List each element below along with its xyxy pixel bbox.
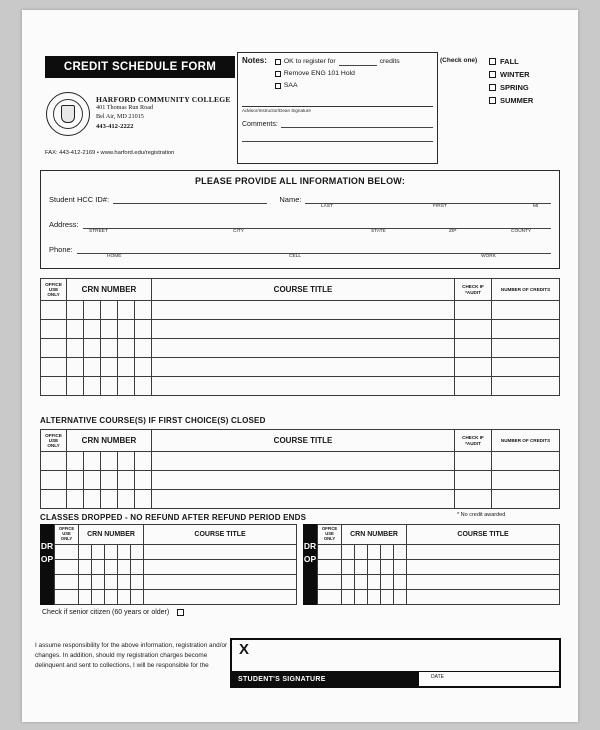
empty-cell[interactable] (67, 339, 84, 358)
note-item-saa (275, 80, 400, 92)
table-row (41, 377, 560, 396)
empty-cell[interactable] (355, 545, 368, 560)
empty-cell[interactable] (144, 560, 297, 575)
drop-table (317, 524, 560, 605)
empty-cell[interactable] (79, 575, 92, 590)
sublabel-cell: CELL (289, 254, 301, 259)
empty-cell[interactable] (118, 590, 131, 605)
info-box (40, 170, 560, 269)
empty-cell[interactable] (79, 590, 92, 605)
credits-blank-field[interactable] (339, 59, 377, 66)
winter-checkbox[interactable] (489, 71, 496, 78)
empty-cell[interactable] (101, 301, 118, 320)
empty-cell[interactable] (135, 377, 152, 396)
note-item-label: OK to register for (283, 58, 336, 65)
empty-cell[interactable] (105, 545, 118, 560)
empty-cell[interactable] (118, 452, 135, 471)
course-title-header: COURSE TITLE (144, 525, 297, 545)
remove-eng101-checkbox[interactable] (275, 71, 281, 77)
sublabel-first: FIRST (433, 204, 447, 209)
sublabel-work: WORK (481, 254, 496, 259)
empty-cell[interactable] (118, 575, 131, 590)
empty-cell[interactable] (492, 358, 560, 377)
empty-cell[interactable] (101, 358, 118, 377)
empty-cell[interactable] (84, 320, 101, 339)
empty-cell[interactable] (101, 452, 118, 471)
sublabel-street: STREET (89, 229, 108, 234)
sublabel-last: LAST (321, 204, 333, 209)
empty-cell[interactable] (105, 560, 118, 575)
empty-cell[interactable] (394, 575, 407, 590)
form-title: CREDIT SCHEDULE FORM (45, 56, 235, 78)
empty-cell[interactable] (55, 590, 79, 605)
empty-cell[interactable] (368, 560, 381, 575)
empty-cell[interactable] (67, 301, 84, 320)
comments-label: Comments: (242, 121, 278, 128)
course-table-header-row (41, 279, 560, 301)
empty-cell[interactable] (118, 301, 135, 320)
empty-cell[interactable] (41, 471, 67, 490)
table-row (318, 545, 560, 560)
table-row (55, 545, 297, 560)
senior-citizen-checkbox[interactable] (177, 609, 184, 616)
office-use-header: OFFICE USE ONLY (55, 525, 79, 545)
term-option-summer (489, 94, 533, 107)
empty-cell[interactable] (41, 339, 67, 358)
empty-cell[interactable] (118, 560, 131, 575)
comments-field[interactable] (281, 120, 433, 128)
empty-cell[interactable] (342, 560, 355, 575)
student-id-field[interactable] (113, 195, 267, 204)
term-option-fall (489, 55, 533, 68)
empty-cell[interactable] (407, 590, 560, 605)
student-signature-field[interactable] (258, 644, 555, 670)
empty-cell[interactable] (492, 301, 560, 320)
empty-cell[interactable] (92, 575, 105, 590)
address-field[interactable] (83, 220, 551, 229)
table-row (41, 358, 560, 377)
college-fax-web: FAX: 443-412-2169 • www.harford.edu/registration (45, 150, 175, 156)
empty-cell[interactable] (144, 545, 297, 560)
empty-cell[interactable] (381, 590, 394, 605)
name-field[interactable] (305, 195, 551, 204)
course-table-alternative (40, 429, 560, 509)
empty-cell[interactable] (455, 377, 492, 396)
empty-cell[interactable] (152, 320, 455, 339)
term-options (489, 55, 533, 107)
course-table-header-row (41, 430, 560, 452)
empty-cell[interactable] (407, 560, 560, 575)
name-sublabels (41, 204, 559, 212)
empty-cell[interactable] (152, 490, 455, 509)
empty-cell[interactable] (455, 339, 492, 358)
notes-box (237, 52, 438, 164)
empty-cell[interactable] (92, 590, 105, 605)
empty-cell[interactable] (152, 301, 455, 320)
empty-cell[interactable] (135, 358, 152, 377)
saa-checkbox[interactable] (275, 83, 281, 89)
empty-cell[interactable] (84, 358, 101, 377)
empty-cell[interactable] (318, 590, 342, 605)
term-option-winter (489, 68, 533, 81)
office-use-header: OFFICE USE ONLY (41, 430, 67, 452)
empty-cell[interactable] (41, 452, 67, 471)
info-title: PLEASE PROVIDE ALL INFORMATION BELOW: (194, 176, 406, 186)
empty-cell[interactable] (135, 452, 152, 471)
empty-cell[interactable] (105, 575, 118, 590)
course-title-header: COURSE TITLE (152, 279, 455, 301)
course-title-header: COURSE TITLE (152, 430, 455, 452)
empty-cell[interactable] (342, 590, 355, 605)
table-row (41, 320, 560, 339)
student-signature-label: STUDENT'S SIGNATURE (232, 672, 419, 686)
empty-cell[interactable] (355, 560, 368, 575)
empty-cell[interactable] (455, 301, 492, 320)
table-row (41, 339, 560, 358)
empty-cell[interactable] (368, 545, 381, 560)
drop-label-bar: DROP (303, 524, 317, 605)
address-label: Address: (49, 220, 79, 229)
address-sublabels (41, 229, 559, 237)
spring-checkbox[interactable] (489, 84, 496, 91)
note-item-label: SAA (283, 82, 298, 89)
term-option-label: WINTER (500, 70, 530, 79)
note-item-remove-eng101 (275, 68, 400, 80)
dropped-section-title: CLASSES DROPPED - NO REFUND AFTER REFUND PERIOD ENDS (40, 513, 307, 522)
college-info (96, 95, 231, 132)
empty-cell[interactable] (342, 545, 355, 560)
empty-cell[interactable] (381, 545, 394, 560)
phone-sublabels (41, 254, 559, 262)
student-id-label: Student HCC ID#: (49, 195, 110, 204)
phone-label: Phone: (49, 245, 73, 254)
empty-cell[interactable] (67, 471, 84, 490)
sublabel-county: COUNTY (511, 229, 532, 234)
table-row (41, 452, 560, 471)
empty-cell[interactable] (152, 471, 455, 490)
empty-cell[interactable] (492, 320, 560, 339)
table-row (41, 471, 560, 490)
empty-cell[interactable] (318, 560, 342, 575)
empty-cell[interactable] (131, 560, 144, 575)
empty-cell[interactable] (101, 377, 118, 396)
office-use-header: OFFICE USE ONLY (41, 279, 67, 301)
empty-cell[interactable] (118, 377, 135, 396)
empty-cell[interactable] (118, 490, 135, 509)
empty-cell[interactable] (368, 590, 381, 605)
crn-number-header: CRN NUMBER (67, 430, 152, 452)
sublabel-zip: ZIP (449, 229, 457, 234)
empty-cell[interactable] (131, 575, 144, 590)
drop-table-right (303, 524, 560, 605)
empty-cell[interactable] (84, 452, 101, 471)
table-row (55, 590, 297, 605)
empty-cell[interactable] (394, 590, 407, 605)
empty-cell[interactable] (55, 560, 79, 575)
note-item-label: credits (379, 58, 400, 65)
empty-cell[interactable] (135, 490, 152, 509)
college-seal-icon (46, 92, 90, 136)
empty-cell[interactable] (144, 575, 297, 590)
empty-cell[interactable] (84, 377, 101, 396)
empty-cell[interactable] (135, 339, 152, 358)
senior-citizen-label: Check if senior citizen (60 years or older) (42, 609, 170, 616)
empty-cell[interactable] (67, 320, 84, 339)
college-phone: 443-412-2222 (96, 122, 134, 130)
drop-table-header-row (55, 525, 297, 545)
empty-cell[interactable] (355, 590, 368, 605)
empty-cell[interactable] (318, 575, 342, 590)
advisor-signature-label: Advisor/Instructor/Dean Signature (242, 108, 311, 113)
table-row (41, 490, 560, 509)
empty-cell[interactable] (394, 545, 407, 560)
college-address-line2: Bel Air, MD 21015 (96, 112, 144, 120)
empty-cell[interactable] (407, 575, 560, 590)
crn-number-header: CRN NUMBER (342, 525, 407, 545)
empty-cell[interactable] (407, 545, 560, 560)
audit-header: CHECK IF *AUDIT (455, 279, 492, 301)
empty-cell[interactable] (118, 358, 135, 377)
empty-cell[interactable] (84, 490, 101, 509)
table-row (55, 560, 297, 575)
empty-cell[interactable] (152, 377, 455, 396)
empty-cell[interactable] (79, 560, 92, 575)
alt-section-title: ALTERNATIVE COURSE(S) IF FIRST CHOICE(S) CLOSED (40, 416, 266, 425)
empty-cell[interactable] (118, 320, 135, 339)
table-row (55, 575, 297, 590)
table-row (318, 575, 560, 590)
empty-cell[interactable] (152, 452, 455, 471)
drop-table (54, 524, 297, 605)
name-label: Name: (279, 195, 302, 204)
check-one-label: (Check one) (440, 57, 478, 64)
empty-cell[interactable] (368, 575, 381, 590)
credits-header: NUMBER OF CREDITS (492, 279, 560, 301)
course-title-header: COURSE TITLE (407, 525, 560, 545)
empty-cell[interactable] (135, 320, 152, 339)
table-row (318, 590, 560, 605)
empty-cell[interactable] (342, 575, 355, 590)
college-name: HARFORD COMMUNITY COLLEGE (96, 95, 231, 104)
empty-cell[interactable] (118, 545, 131, 560)
empty-cell[interactable] (118, 471, 135, 490)
empty-cell[interactable] (84, 339, 101, 358)
empty-cell[interactable] (455, 471, 492, 490)
empty-cell[interactable] (101, 490, 118, 509)
empty-cell[interactable] (84, 301, 101, 320)
empty-cell[interactable] (381, 560, 394, 575)
comments-field-line2[interactable] (242, 141, 433, 142)
term-option-label: SUMMER (500, 96, 534, 105)
empty-cell[interactable] (381, 575, 394, 590)
empty-cell[interactable] (455, 320, 492, 339)
empty-cell[interactable] (152, 358, 455, 377)
empty-cell[interactable] (492, 452, 560, 471)
empty-cell[interactable] (131, 590, 144, 605)
table-row (41, 301, 560, 320)
empty-cell[interactable] (105, 590, 118, 605)
drop-table-left (40, 524, 297, 605)
empty-cell[interactable] (55, 545, 79, 560)
x-mark: X (239, 641, 250, 658)
empty-cell[interactable] (92, 560, 105, 575)
empty-cell[interactable] (394, 560, 407, 575)
empty-cell[interactable] (492, 339, 560, 358)
empty-cell[interactable] (79, 545, 92, 560)
drop-table-header-row (318, 525, 560, 545)
credits-header: NUMBER OF CREDITS (492, 430, 560, 452)
empty-cell[interactable] (118, 339, 135, 358)
term-option-spring (489, 81, 533, 94)
sublabel-mi: MI (533, 204, 539, 209)
empty-cell[interactable] (101, 339, 118, 358)
sublabel-city: CITY (233, 229, 244, 234)
sublabel-home: HOME (107, 254, 122, 259)
empty-cell[interactable] (41, 301, 67, 320)
empty-cell[interactable] (41, 377, 67, 396)
college-address-line1: 401 Thomas Run Road (96, 104, 154, 111)
empty-cell[interactable] (135, 301, 152, 320)
empty-cell[interactable] (101, 320, 118, 339)
empty-cell[interactable] (492, 471, 560, 490)
empty-cell[interactable] (67, 452, 84, 471)
table-row (318, 560, 560, 575)
no-credit-note: * No credit awarded (457, 512, 506, 518)
empty-cell[interactable] (101, 471, 118, 490)
audit-header: CHECK IF *AUDIT (455, 430, 492, 452)
crn-number-header: CRN NUMBER (67, 279, 152, 301)
empty-cell[interactable] (55, 575, 79, 590)
note-item-ok-register (275, 56, 400, 68)
advisor-signature-line[interactable] (242, 106, 433, 113)
empty-cell[interactable] (67, 490, 84, 509)
summer-checkbox[interactable] (489, 97, 496, 104)
course-table-main (40, 278, 560, 396)
empty-cell[interactable] (135, 471, 152, 490)
signature-box (230, 638, 561, 688)
disclaimer-text: I assume responsibility for the above information, registration and/or changes. In addition, should my registration charges become delinquent and sent to collections, I will be responsible for the (35, 642, 228, 669)
empty-cell[interactable] (318, 545, 342, 560)
phone-field[interactable] (77, 245, 551, 254)
empty-cell[interactable] (152, 339, 455, 358)
empty-cell[interactable] (131, 545, 144, 560)
empty-cell[interactable] (492, 490, 560, 509)
notes-label: Notes: (242, 56, 267, 65)
empty-cell[interactable] (67, 358, 84, 377)
notes-items (275, 56, 400, 92)
empty-cell[interactable] (41, 490, 67, 509)
crn-number-header: CRN NUMBER (79, 525, 144, 545)
empty-cell[interactable] (355, 575, 368, 590)
drop-label-bar: DROP (40, 524, 54, 605)
empty-cell[interactable] (67, 377, 84, 396)
note-item-label: Remove ENG 101 Hold (283, 70, 355, 77)
term-option-label: FALL (500, 57, 519, 66)
sublabel-state: STATE (371, 229, 386, 234)
fall-checkbox[interactable] (489, 58, 496, 65)
empty-cell[interactable] (455, 490, 492, 509)
empty-cell[interactable] (92, 545, 105, 560)
term-option-label: SPRING (500, 83, 529, 92)
empty-cell[interactable] (455, 452, 492, 471)
date-label: DATE (431, 674, 444, 680)
ok-register-checkbox[interactable] (275, 59, 281, 65)
empty-cell[interactable] (84, 471, 101, 490)
empty-cell[interactable] (144, 590, 297, 605)
office-use-header: OFFICE USE ONLY (318, 525, 342, 545)
empty-cell[interactable] (455, 358, 492, 377)
empty-cell[interactable] (41, 358, 67, 377)
empty-cell[interactable] (492, 377, 560, 396)
empty-cell[interactable] (41, 320, 67, 339)
